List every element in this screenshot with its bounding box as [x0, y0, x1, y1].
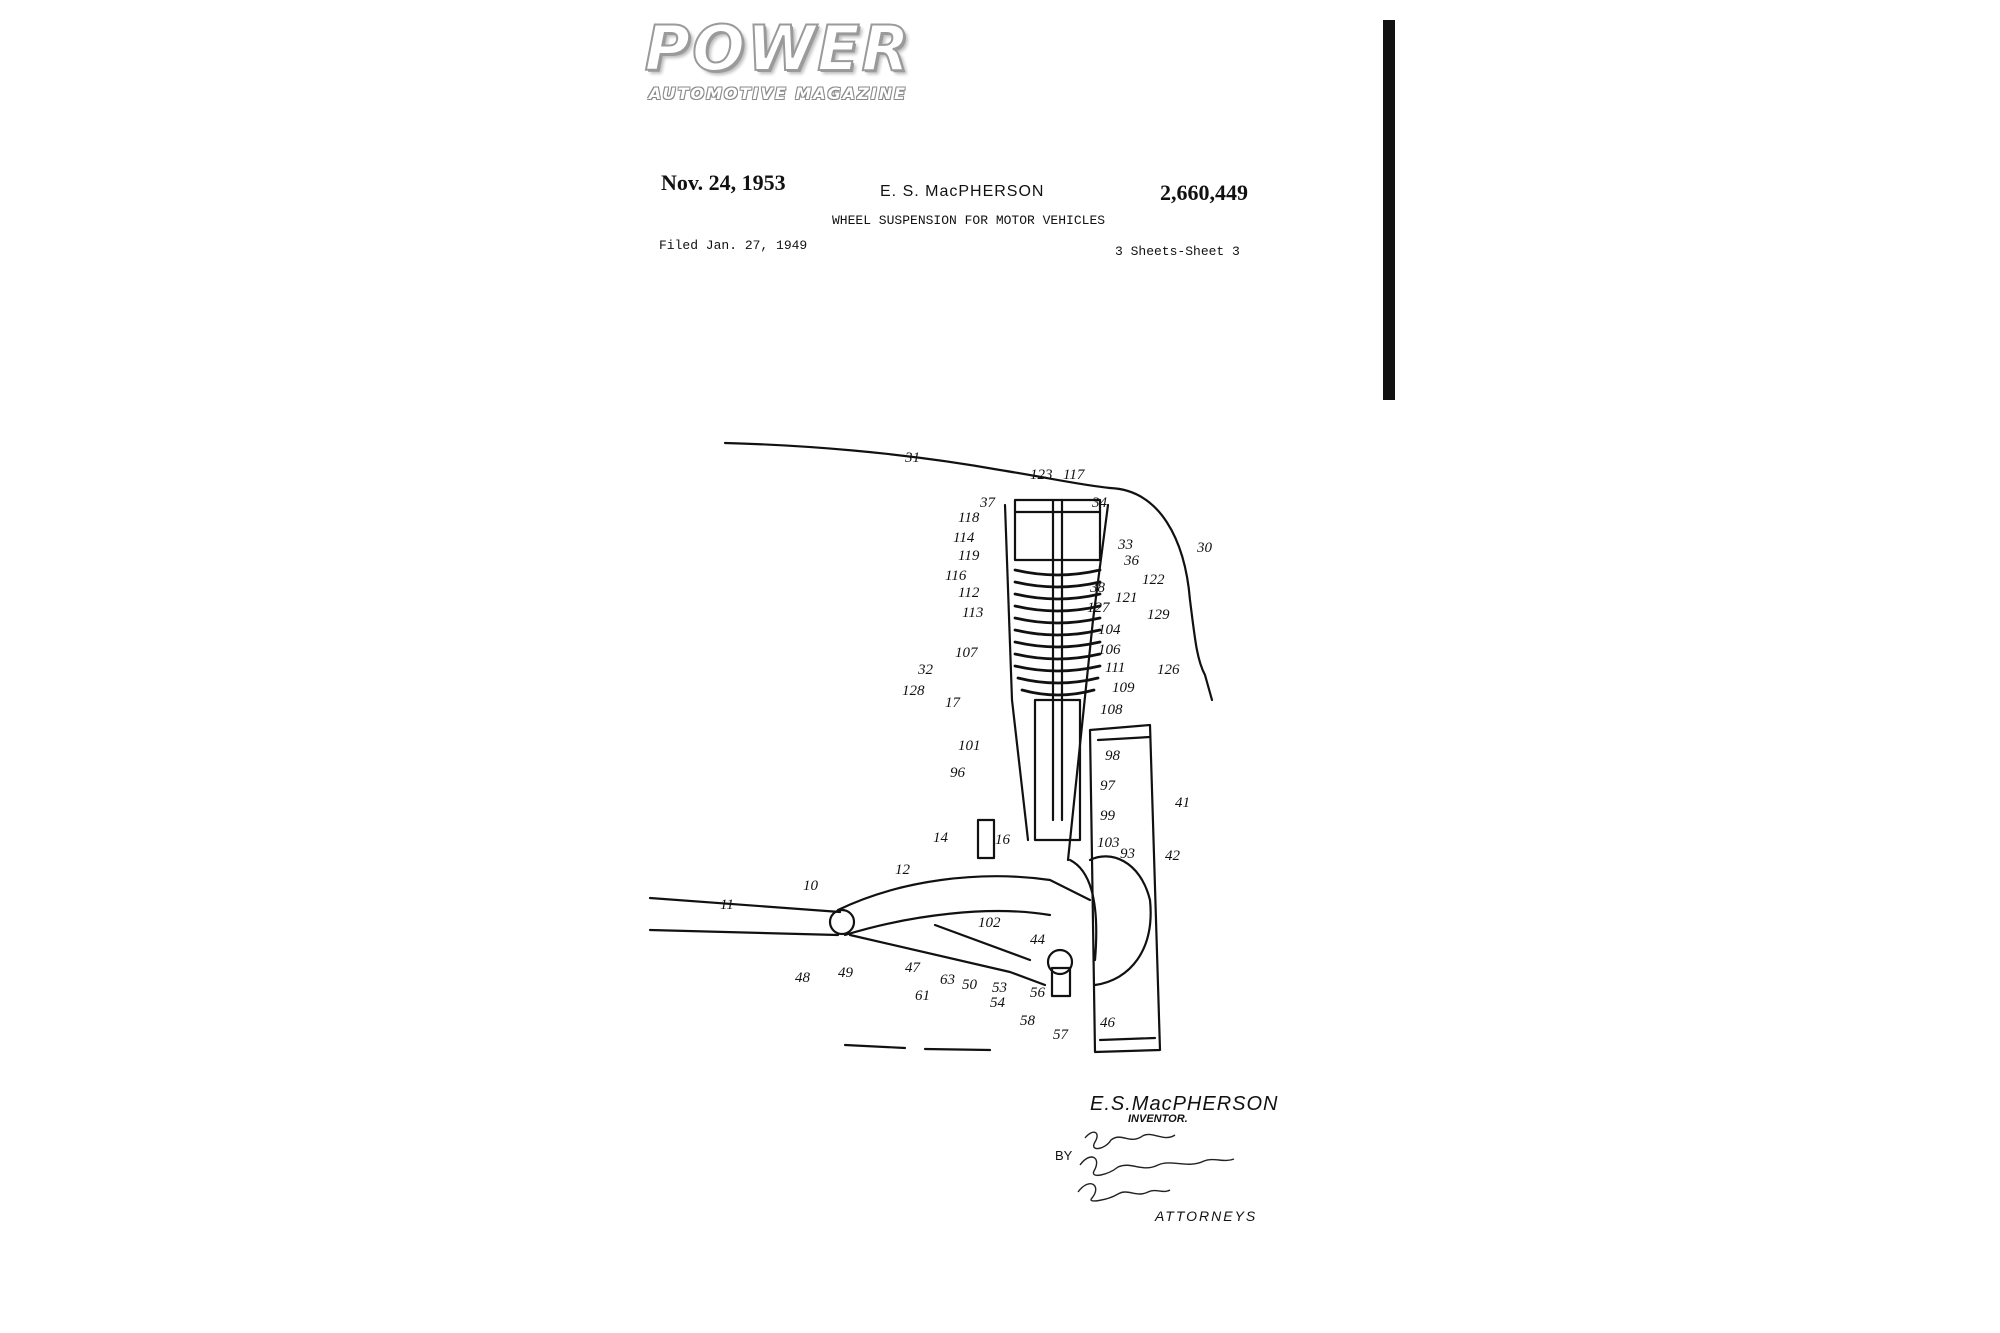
reference-numeral: 119 [958, 548, 980, 564]
reference-numeral: 114 [953, 530, 975, 546]
reference-numeral: 42 [1165, 848, 1180, 864]
patent-number: 2,660,449 [1160, 180, 1248, 205]
reference-numeral: 113 [962, 605, 984, 621]
reference-numeral: 107 [955, 645, 978, 661]
reference-numeral: 14 [933, 830, 948, 846]
reference-numeral: 16 [995, 832, 1010, 848]
reference-numeral: 10 [803, 878, 818, 894]
reference-numeral: 12 [895, 862, 910, 878]
reference-numeral: 38 [1090, 580, 1105, 596]
patent-filed-date: Filed Jan. 27, 1949 [659, 238, 808, 253]
reference-numeral: 126 [1157, 662, 1180, 678]
reference-numeral: 31 [905, 450, 920, 466]
reference-numeral: 58 [1020, 1013, 1035, 1029]
reference-numeral: 32 [918, 662, 933, 678]
reference-numeral: 101 [958, 738, 981, 754]
reference-numeral: 57 [1053, 1027, 1068, 1043]
reference-numeral: 93 [1120, 846, 1135, 862]
reference-numeral: 112 [958, 585, 980, 601]
reference-numeral: 11 [720, 897, 734, 913]
patent-title: WHEEL SUSPENSION FOR MOTOR VEHICLES [832, 213, 1106, 228]
reference-numeral: 109 [1112, 680, 1135, 696]
upper-mount [1015, 500, 1100, 560]
reference-numeral: 106 [1098, 642, 1121, 658]
reference-numeral: 41 [1175, 795, 1190, 811]
pivot-49 [830, 910, 854, 934]
reference-numeral: 108 [1100, 702, 1123, 718]
reference-numeral: 98 [1105, 748, 1120, 764]
reference-numeral: 50 [962, 977, 977, 993]
reference-numeral: 54 [990, 995, 1005, 1011]
reference-numeral: 122 [1142, 572, 1165, 588]
reference-numeral: 99 [1100, 808, 1115, 824]
reference-numeral: 103 [1097, 835, 1120, 851]
attorneys-label: ATTORNEYS [1155, 1208, 1258, 1224]
reference-numeral: 36 [1124, 553, 1139, 569]
patent-date: Nov. 24, 1953 [661, 170, 786, 195]
attorney-signatures [1078, 1132, 1234, 1201]
inventor-role-label: INVENTOR. [1128, 1113, 1188, 1125]
reference-numeral: 37 [980, 495, 995, 511]
reference-numeral: 123 [1030, 467, 1053, 483]
inventor-signature-name: E.S.MacPHERSON [1090, 1093, 1279, 1115]
logo-wordmark: POWER [644, 12, 912, 85]
reference-numeral: 48 [795, 970, 810, 986]
control-arm [838, 876, 1090, 910]
reference-numeral: 118 [958, 510, 980, 526]
reference-numeral: 33 [1118, 537, 1133, 553]
reference-numeral: 116 [945, 568, 967, 584]
reference-numeral: 127 [1087, 600, 1110, 616]
reference-numeral: 56 [1030, 985, 1045, 1001]
reference-numeral: 117 [1063, 467, 1085, 483]
logo-tagline: AUTOMOTIVE MAGAZINE [648, 84, 908, 103]
patent-sheet-count: 3 Sheets-Sheet 3 [1115, 244, 1240, 259]
reference-numeral: 129 [1147, 607, 1170, 623]
frame-rail-top [650, 898, 840, 912]
by-label: BY [1055, 1148, 1073, 1163]
reference-numeral: 97 [1100, 778, 1115, 794]
reference-numeral: 102 [978, 915, 1001, 931]
patent-inventor-header: E. S. MacPHERSON [880, 183, 1045, 200]
reference-numeral: 104 [1098, 622, 1121, 638]
reference-numeral: 121 [1115, 590, 1138, 606]
reference-numeral: 63 [940, 972, 955, 988]
reference-numeral: 96 [950, 765, 965, 781]
reference-numeral: 61 [915, 988, 930, 1004]
frame-rail-bottom [650, 930, 838, 935]
figure-label-stroke [845, 1045, 990, 1050]
reference-numeral: 53 [992, 980, 1007, 996]
reference-numeral: 46 [1100, 1015, 1115, 1031]
wheel [1070, 725, 1160, 1052]
reference-numeral: 17 [945, 695, 960, 711]
reference-numeral: 128 [902, 683, 925, 699]
reference-numeral: 34 [1092, 495, 1107, 511]
reference-numeral: 44 [1030, 932, 1045, 948]
strut-left-wall [1005, 505, 1028, 840]
reference-numeral: 30 [1197, 540, 1212, 556]
reference-numeral: 111 [1105, 660, 1126, 676]
rebound-bumper [978, 820, 994, 858]
reference-numeral: 47 [905, 960, 920, 976]
reference-numeral: 49 [838, 965, 853, 981]
